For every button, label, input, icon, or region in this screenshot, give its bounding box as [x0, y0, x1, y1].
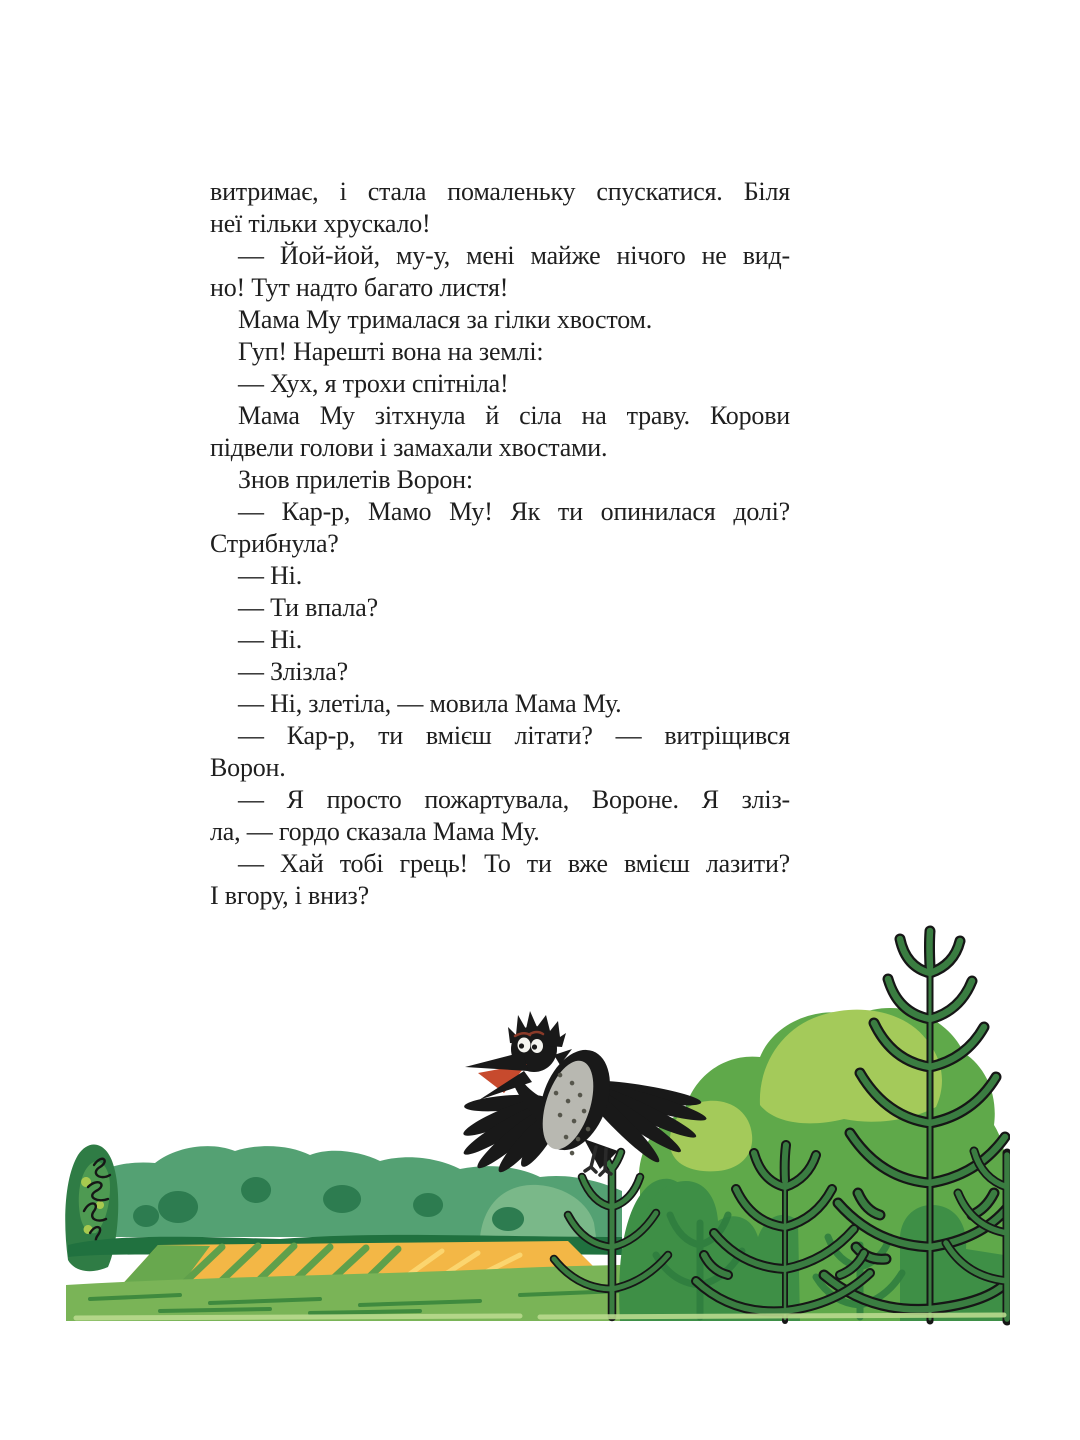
story-line: — Ні.	[238, 561, 303, 590]
crow-beak-upper	[465, 1052, 528, 1071]
story-line: Знов прилетів Ворон:	[238, 465, 473, 494]
story-line: — Ні.	[238, 625, 303, 654]
crow-pupil	[532, 1044, 537, 1049]
story-line: — Йой-йой, му-у, мені майже нічого не вид-	[238, 241, 790, 270]
story-line: — Ти впала?	[238, 593, 378, 622]
story-line: витримає, і стала помаленьку спускатися. Біля	[210, 177, 790, 206]
story-line: но! Тут надто багато листя!	[210, 273, 509, 302]
crow-pupil	[519, 1043, 524, 1048]
story-line: Гуп! Нарешті вона на землі:	[238, 337, 544, 366]
story-line: — Я просто пожартувала, Вороне. Я зліз-	[238, 785, 790, 814]
treeline	[70, 1146, 622, 1237]
story-line: неї тільки хрускало!	[210, 209, 431, 238]
story-line: Мама Му зітхнула й сіла на траву. Корови	[238, 401, 790, 430]
story-line: І вгору, і вниз?	[210, 881, 369, 910]
story-line: Мама Му трималася за гілки хвостом.	[238, 305, 653, 334]
story-line: — Кар-р, Мамо Му! Як ти опинилася долі?	[238, 497, 790, 526]
illustration	[60, 915, 1010, 1330]
story-line: ла, — гордо сказала Мама Му.	[210, 817, 540, 846]
story-line: — Хух, я трохи спітніла!	[238, 369, 509, 398]
story-line: — Кар-р, ти вмієш літати? — витріщився	[238, 721, 790, 750]
story-line: — Ні, злетіла, — мовила Мама Му.	[238, 689, 622, 718]
story-text	[210, 176, 790, 912]
story-line: Стрибнула?	[210, 529, 339, 558]
story-line: підвели голови і замахали хвостами.	[210, 433, 608, 462]
story-line: — Злізла?	[238, 657, 348, 686]
grass-fringe	[76, 1315, 1004, 1318]
story-line: Ворон.	[210, 753, 286, 782]
story-line: — Хай тобі грець! То ти вже вмієш лазити?	[238, 849, 790, 878]
